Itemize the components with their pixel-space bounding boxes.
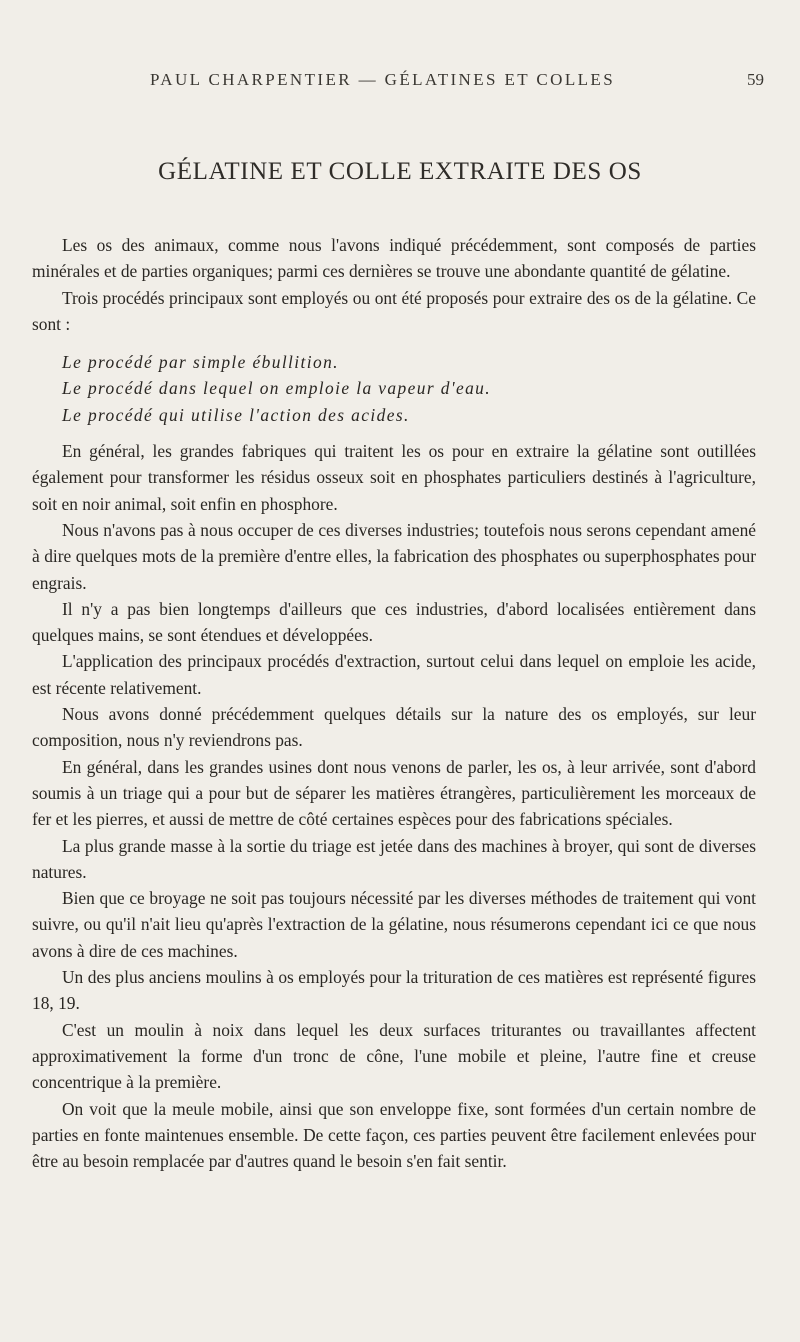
body-text <box>32 232 756 1174</box>
method-item: Le procédé par simple ébullition. <box>62 352 339 373</box>
method-item: Le procédé dans lequel on emploie la vapeur d'eau. <box>62 378 492 399</box>
paragraph: Il n'y a pas bien longtemps d'ailleurs que ces industries, d'abord localisées entièrement dans quelques mains, se sont étendues et développées. <box>32 598 756 646</box>
running-title: PAUL CHARPENTIER — GÉLATINES ET COLLES <box>150 70 616 89</box>
paragraph: En général, dans les grandes usines dont nous venons de parler, les os, à leur arrivée, sont d'abord soumis à un triage qui a pour but de séparer les matières étrangères, particulièrement les morceaux de fer et les pierres, et aussi de mettre de côté certaines espèces pour des fabrications spéciales. <box>32 756 756 830</box>
paragraph: Bien que ce broyage ne soit pas toujours nécessité par les diverses méthodes de traitement qui vont suivre, ou qu'il n'ait lieu qu'après l'extraction de la gélatine, nous résumerons cependant ici ce que nous avons à dire de ces machines. <box>32 888 756 961</box>
paragraph: L'application des principaux procédés d'extraction, surtout celui dans lequel on emploie les acide, est récente relativement. <box>32 651 756 698</box>
paragraph: Nous n'avons pas à nous occuper de ces diverses industries; toutefois nous serons cependant amené à dire quelques mots de la première d'entre elles, la fabrication des phosphates ou superphosphates pour engrais. <box>32 519 756 593</box>
paragraph: C'est un moulin à noix dans lequel les deux surfaces triturantes ou travaillantes affectent approximativement la forme d'un tronc de cône, l'une mobile et pleine, l'autre fine et creuse concentrique à la première. <box>32 1019 756 1093</box>
method-list <box>32 349 756 428</box>
paragraph: Un des plus anciens moulins à os employés pour la trituration de ces matières est représenté figures 18, 19. <box>32 967 756 1014</box>
running-head <box>0 70 800 94</box>
paragraph: En général, les grandes fabriques qui traitent les os pour en extraire la gélatine sont outillées également pour transformer les résidus osseux soit en phosphates particuliers destinés à l'agriculture, soit en noir animal, soit enfin en phosphore. <box>32 441 756 514</box>
method-item: Le procédé qui utilise l'action des acides. <box>62 404 410 425</box>
chapter-title: GÉLATINE ET COLLE EXTRAITE DES OS <box>158 158 642 185</box>
paragraph: On voit que la meule mobile, ainsi que son enveloppe fixe, sont formées d'un certain nombre de parties en fonte maintenues ensemble. De cette façon, ces parties peuvent être facilement enlevées pour être au besoin remplacée par d'autres quand le besoin s'en fait sentir. <box>32 1098 756 1172</box>
paragraph: La plus grande masse à la sortie du triage est jetée dans des machines à broyer, qui sont de diverses natures. <box>32 835 756 882</box>
paragraph: Nous avons donné précédemment quelques détails sur la nature des os employés, sur leur composition, nous n'y reviendrons pas. <box>32 704 756 751</box>
page-number: 59 <box>747 70 764 89</box>
paragraph: Les os des animaux, comme nous l'avons indiqué précédemment, sont composés de parties minérales et de parties organiques; parmi ces dernières se trouve une abondante quantité de gélatine. <box>32 235 756 282</box>
paragraph: Trois procédés principaux sont employés ou ont été proposés pour extraire des os de la gélatine. Ce sont : <box>32 287 756 334</box>
